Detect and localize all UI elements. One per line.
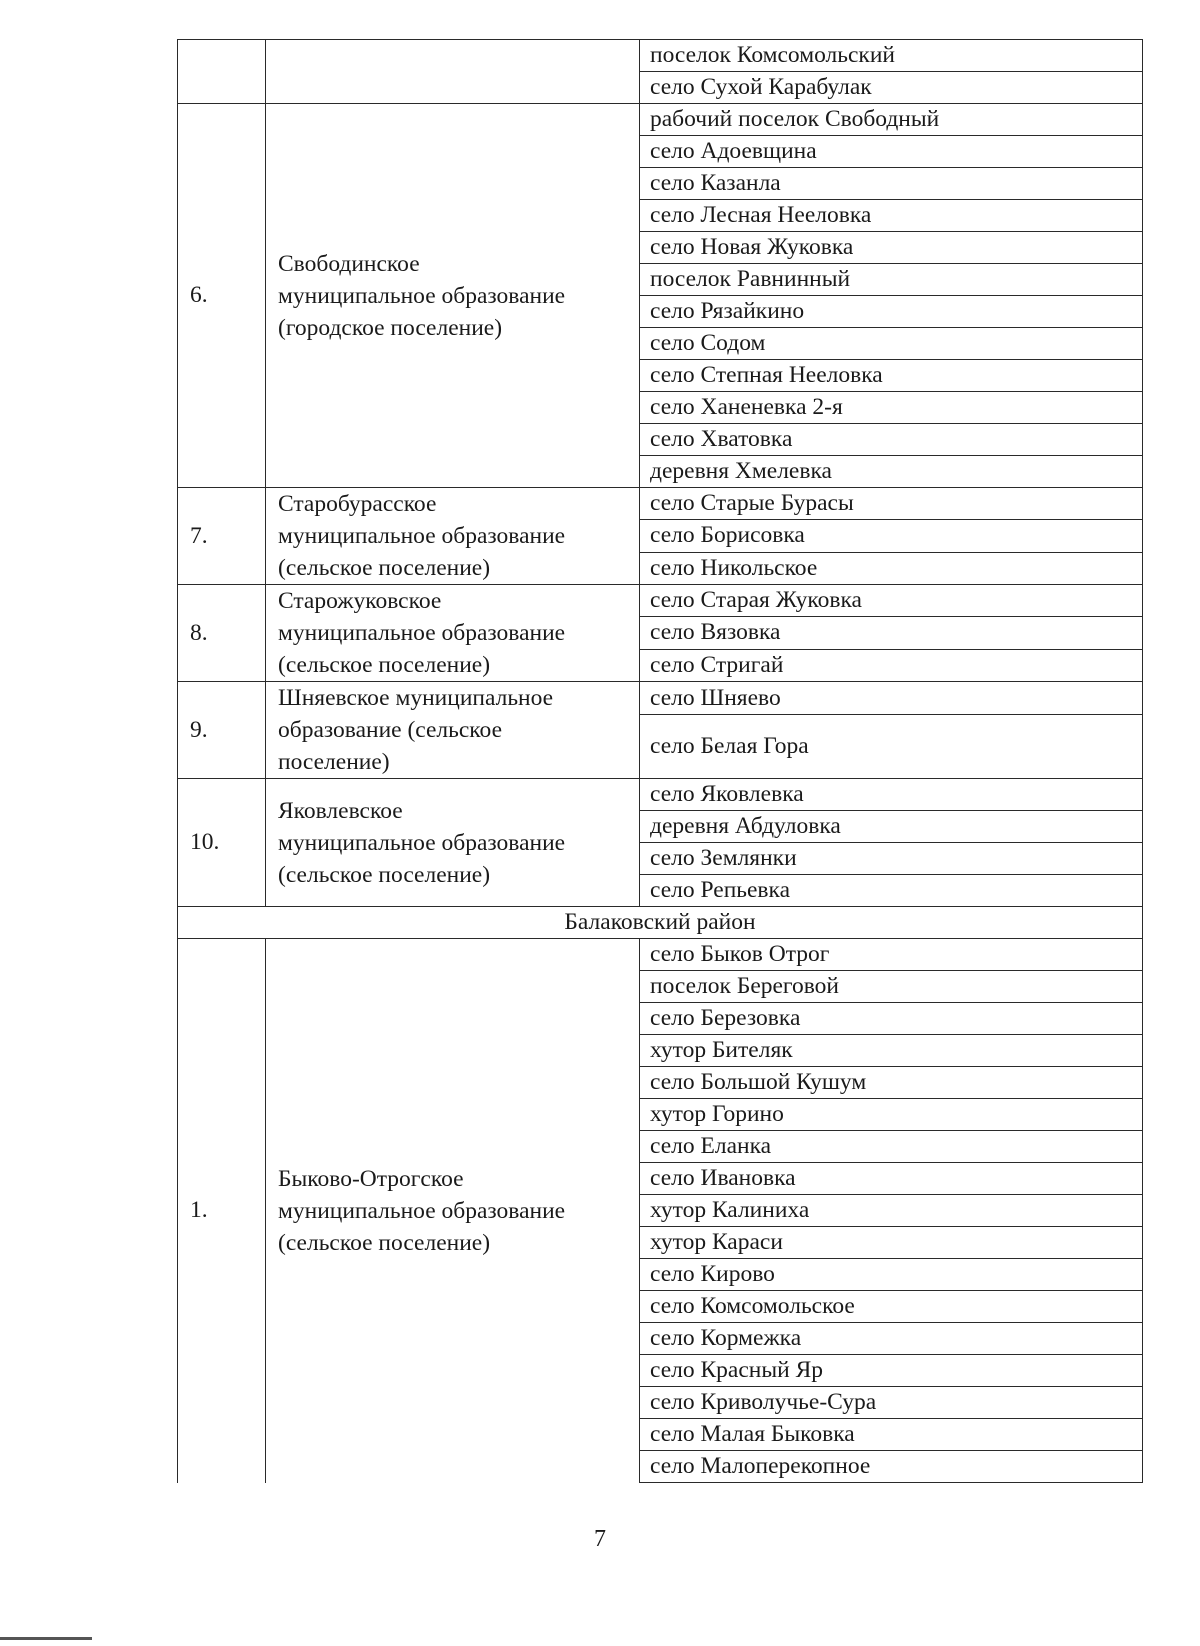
entity-number: 9. bbox=[178, 682, 266, 779]
page-number: 7 bbox=[594, 1526, 606, 1552]
entity-name-line: муниципальное образование bbox=[278, 620, 566, 646]
locality-name: село Казанла bbox=[640, 168, 1143, 200]
locality-name: хутор Калиниха bbox=[640, 1195, 1143, 1227]
locality-name: село Белая Гора bbox=[640, 715, 1143, 779]
locality-name: село Комсомольское bbox=[640, 1291, 1143, 1323]
table-row bbox=[178, 40, 1143, 72]
table-row bbox=[178, 939, 1143, 971]
entity-name-line: (сельское поселение) bbox=[278, 555, 491, 581]
entity-name-line: Свободинское bbox=[278, 250, 420, 277]
locality-name: хутор Бителяк bbox=[640, 1035, 1143, 1067]
locality-name: село Старая Жуковка bbox=[640, 585, 1143, 617]
entity-name-line: (сельское поселение) bbox=[278, 652, 491, 678]
entity-name-line: (городское поселение) bbox=[278, 314, 503, 341]
table-row bbox=[178, 488, 1143, 520]
municipal-entity-name bbox=[266, 488, 640, 585]
locality-name: деревня Абдуловка bbox=[640, 811, 1143, 843]
scan-edge-mark bbox=[0, 1637, 92, 1640]
entity-name-line: Старожуковское bbox=[278, 588, 442, 614]
locality-name: село Березовка bbox=[640, 1003, 1143, 1035]
municipal-entity-name bbox=[266, 104, 640, 488]
entity-name-line: Шняевское муниципальное bbox=[278, 685, 554, 711]
locality-name: село Рязайкино bbox=[640, 296, 1143, 328]
table-row bbox=[178, 779, 1143, 811]
locality-name: село Лесная Нееловка bbox=[640, 200, 1143, 232]
locality-name: село Борисовка bbox=[640, 520, 1143, 552]
locality-name: село Быков Отрог bbox=[640, 939, 1143, 971]
locality-name: поселок Равнинный bbox=[640, 264, 1143, 296]
locality-name: село Репьевка bbox=[640, 875, 1143, 907]
entity-name-line: Быково-Отрогское bbox=[278, 1165, 464, 1192]
municipal-entity-name bbox=[266, 585, 640, 682]
locality-name: село Шняево bbox=[640, 682, 1143, 715]
locality-name: село Содом bbox=[640, 328, 1143, 360]
locality-name: село Стригай bbox=[640, 649, 1143, 681]
municipal-entity-name bbox=[266, 682, 640, 779]
entity-name-line: образование (сельское bbox=[278, 717, 502, 743]
entity-name-line: муниципальное образование bbox=[278, 1197, 566, 1224]
entity-number: 7. bbox=[178, 488, 266, 585]
locality-name: село Большой Кушум bbox=[640, 1067, 1143, 1099]
locality-name: село Сухой Карабулак bbox=[640, 72, 1143, 104]
locality-name: село Малая Быковка bbox=[640, 1419, 1143, 1451]
entity-number: 8. bbox=[178, 585, 266, 682]
table-row bbox=[178, 585, 1143, 617]
entity-number bbox=[178, 40, 266, 104]
locality-name: село Малоперекопное bbox=[640, 1451, 1143, 1483]
locality-name: село Адоевщина bbox=[640, 136, 1143, 168]
locality-name: село Яковлевка bbox=[640, 779, 1143, 811]
entity-name-line: (сельское поселение) bbox=[278, 861, 491, 888]
locality-name: рабочий поселок Свободный bbox=[640, 104, 1143, 136]
locality-name: село Красный Яр bbox=[640, 1355, 1143, 1387]
entity-number: 6. bbox=[178, 104, 266, 488]
locality-name: село Криволучье-Сура bbox=[640, 1387, 1143, 1419]
entity-name-line: (сельское поселение) bbox=[278, 1229, 491, 1256]
entity-number: 1. bbox=[178, 939, 266, 1483]
locality-name: село Степная Нееловка bbox=[640, 360, 1143, 392]
settlements-table-body bbox=[178, 40, 1143, 1483]
municipal-entity-name bbox=[266, 939, 640, 1483]
locality-name: хутор Горино bbox=[640, 1099, 1143, 1131]
locality-name: деревня Хмелевка bbox=[640, 456, 1143, 488]
locality-name: село Вязовка bbox=[640, 617, 1143, 649]
entity-name-line: Старобурасское bbox=[278, 491, 437, 517]
entity-name-line: Яковлевское bbox=[278, 797, 403, 824]
locality-name: село Кормежка bbox=[640, 1323, 1143, 1355]
entity-name-line: муниципальное образование bbox=[278, 282, 566, 309]
locality-name: хутор Караси bbox=[640, 1227, 1143, 1259]
table-row bbox=[178, 104, 1143, 136]
locality-name: село Землянки bbox=[640, 843, 1143, 875]
entity-name-line: муниципальное образование bbox=[278, 523, 566, 549]
locality-name: село Еланка bbox=[640, 1131, 1143, 1163]
municipal-entity-name bbox=[266, 40, 640, 104]
settlements-table bbox=[177, 39, 1143, 1483]
locality-name: село Ханеневка 2-я bbox=[640, 392, 1143, 424]
locality-name: поселок Комсомольский bbox=[640, 40, 1143, 72]
locality-name: село Никольское bbox=[640, 552, 1143, 584]
locality-name: село Кирово bbox=[640, 1259, 1143, 1291]
entity-number: 10. bbox=[178, 779, 266, 907]
locality-name: поселок Береговой bbox=[640, 971, 1143, 1003]
locality-name: село Хватовка bbox=[640, 424, 1143, 456]
locality-name: село Старые Бурасы bbox=[640, 488, 1143, 520]
locality-name: село Ивановка bbox=[640, 1163, 1143, 1195]
entity-name-line: муниципальное образование bbox=[278, 829, 566, 856]
table-row bbox=[178, 682, 1143, 715]
locality-name: село Новая Жуковка bbox=[640, 232, 1143, 264]
entity-name-line: поселение) bbox=[278, 749, 390, 775]
district-name: Балаковский район bbox=[178, 907, 1143, 939]
district-header-row bbox=[178, 907, 1143, 939]
municipal-entity-name bbox=[266, 779, 640, 907]
